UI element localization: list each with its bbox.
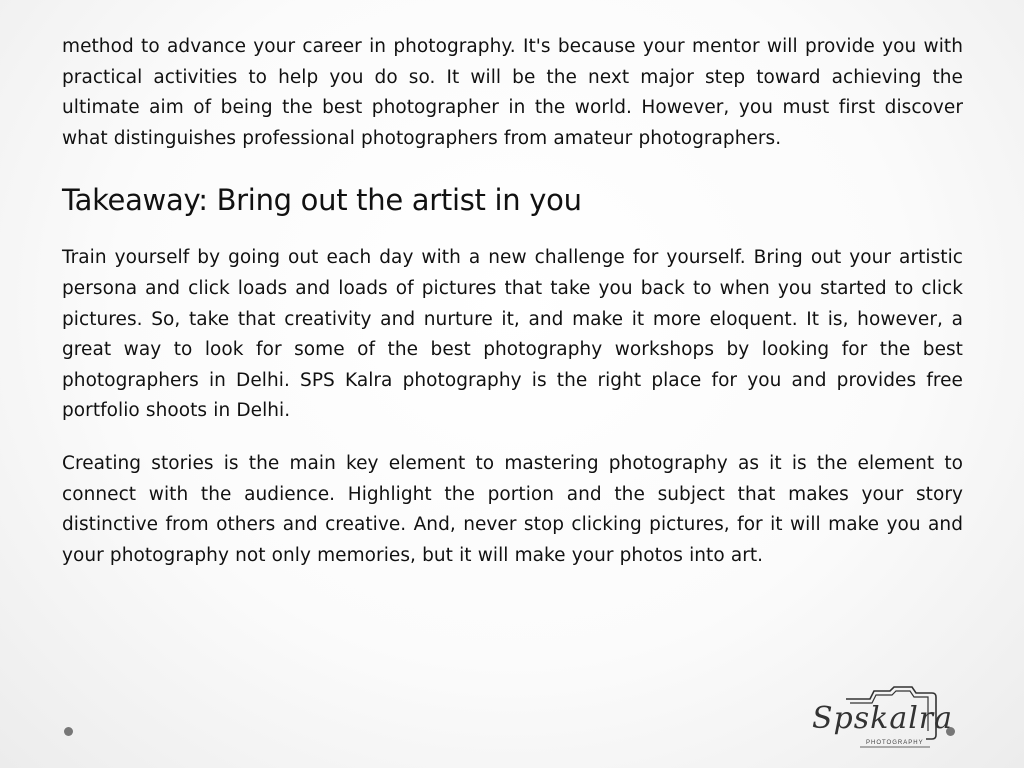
sps-kalra-logo	[808, 685, 954, 760]
slide-content	[62, 32, 963, 571]
logo-subtitle: PHOTOGRAPHY	[866, 740, 924, 746]
logo-wordmark: Spskalra	[812, 701, 954, 736]
body-paragraph-1: Train yourself by going out each day with a new challenge for yourself. Bring out your artistic persona and click loads and loads of pictures that take you back to when you started to click pictures. So, take that creativity and nurture it, and make it more eloquent. It is, however, a great way to look for some of the best photography workshops by looking for the best photographers in Delhi. SPS Kalra photography is the right place for you and provides free portfolio shoots in Delhi.	[62, 247, 963, 422]
intro-paragraph: method to advance your career in photography. It's because your mentor will provide you with practical activities to help you do so. It will be the next major step toward achieving the ultimate aim of being the best photographer in the world. However, you must first discover what distinguishes professional photographers from amateur photographers.	[62, 36, 963, 149]
section-heading: Takeaway: Bring out the artist in you	[62, 183, 582, 218]
bullet-dot-icon	[64, 727, 73, 736]
body-paragraph-2: Creating stories is the main key element to mastering photography as it is the element to connect with the audience. Highlight the portion and the subject that makes your story distinctive from others and creative. And, never stop clicking pictures, for it will make you and your photography not only memories, but it will make your photos into art.	[62, 452, 963, 566]
